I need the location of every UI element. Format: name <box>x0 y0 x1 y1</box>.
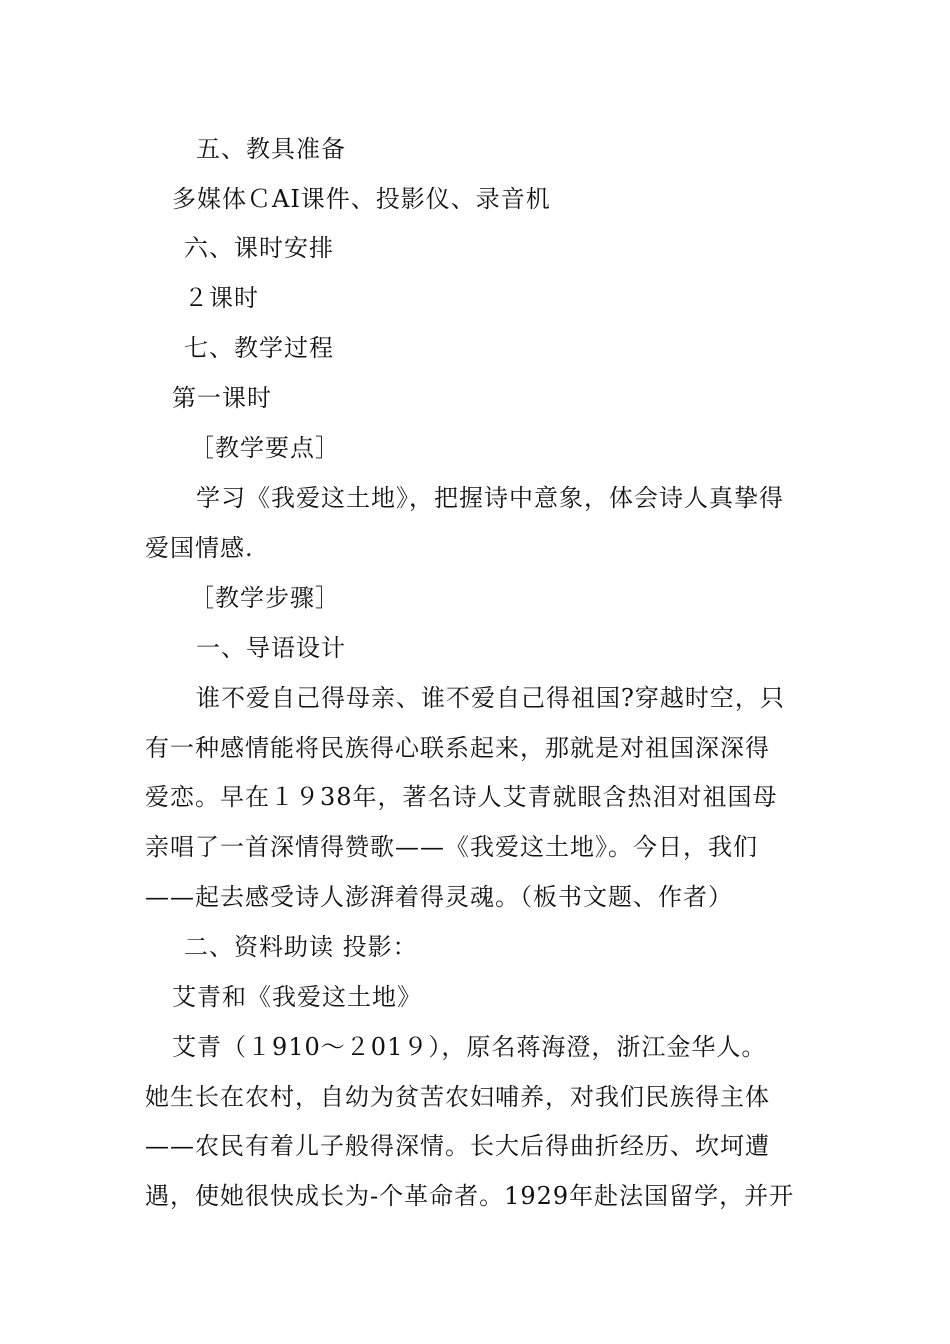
paragraph-biography-3: ——农民有着儿子般得深情。长大后得曲折经历、坎坷遭 <box>145 1132 770 1160</box>
heading-teaching-aids: 五、教具准备 <box>196 135 346 163</box>
paragraph-teaching-points-1: 学习《我爱这土地》，把握诗中意象，体会诗人真挚得 <box>196 484 784 512</box>
text-lesson-count: ２课时 <box>184 284 259 312</box>
paragraph-introduction-1: 谁不爱自己得母亲、谁不爱自己得祖国?穿越时空，只 <box>196 684 785 712</box>
heading-aiqing-and-poem: 艾青和《我爱这土地》 <box>172 983 422 1011</box>
paragraph-introduction-5: ——起去感受诗人澎湃着得灵魂。（板书文题、作者） <box>145 883 733 911</box>
paragraph-biography-4: 遇，使她很快成长为-个革命者。1929年赴法国留学，并开 <box>145 1182 795 1210</box>
heading-introduction: 一、导语设计 <box>196 634 346 662</box>
paragraph-biography-1: 艾青（１910～２01９），原名蒋海澄，浙江金华人。 <box>172 1033 767 1061</box>
paragraph-introduction-2: 有一种感情能将民族得心联系起来，那就是对祖国深深得 <box>145 734 770 762</box>
paragraph-teaching-points-2: 爱国情感. <box>145 534 254 562</box>
paragraph-introduction-4: 亲唱了一首深情得赞歌——《我爱这土地》。今日，我们 <box>145 833 758 861</box>
heading-teaching-process: 七、教学过程 <box>184 334 334 362</box>
heading-lesson-schedule: 六、课时安排 <box>184 234 334 262</box>
heading-teaching-points: ［教学要点］ <box>190 434 340 462</box>
text-teaching-aids-list: 多媒体ＣAI课件、投影仪、录音机 <box>172 185 551 213</box>
paragraph-introduction-3: 爱恋。早在１９38年，著名诗人艾青就眼含热泪对祖国母 <box>145 783 778 811</box>
heading-reading-materials: 二、资料助读 投影： <box>184 933 418 961</box>
paragraph-biography-2: 她生长在农村，自幼为贫苦农妇哺养，对我们民族得主体 <box>145 1083 770 1111</box>
heading-teaching-steps: ［教学步骤］ <box>190 584 340 612</box>
heading-first-lesson: 第一课时 <box>172 384 272 412</box>
